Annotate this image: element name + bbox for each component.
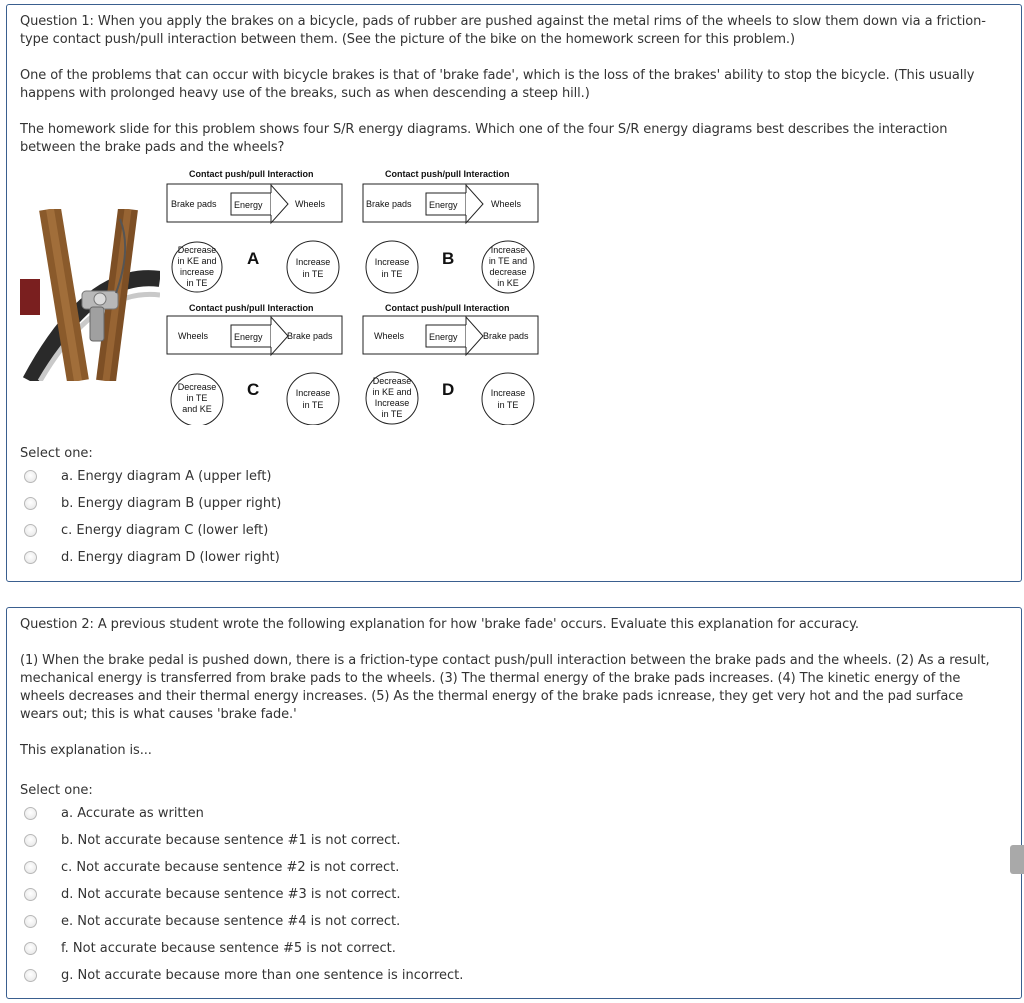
diagram-a-source-change-2: in KE and bbox=[177, 256, 217, 266]
diagram-a-receiver-change-1: Increase bbox=[295, 257, 331, 267]
question-1-option-d[interactable] bbox=[24, 548, 280, 566]
option-label: f. Not accurate because sentence #5 is not correct. bbox=[61, 940, 396, 956]
diagram-d-source: Wheels bbox=[374, 331, 405, 341]
diagram-c-header: Contact push/pull Interaction bbox=[189, 303, 314, 313]
diagram-a-source-change-3: increase bbox=[179, 267, 215, 277]
diagram-c bbox=[167, 303, 342, 425]
radio-button[interactable] bbox=[24, 834, 37, 847]
question-2-box bbox=[6, 607, 1022, 999]
question-2-option-d[interactable] bbox=[24, 885, 400, 903]
question-2-option-a[interactable] bbox=[24, 804, 204, 822]
diagram-d-source-change-1: Decrease bbox=[372, 376, 412, 386]
diagram-d-energy-label: Energy bbox=[429, 332, 458, 342]
diagram-a bbox=[167, 169, 342, 293]
option-label: d. Energy diagram D (lower right) bbox=[61, 549, 280, 565]
diagram-a-source: Brake pads bbox=[171, 199, 217, 209]
radio-button[interactable] bbox=[24, 524, 37, 537]
question-2-prompt: This explanation is... bbox=[20, 743, 152, 758]
question-1-option-c[interactable] bbox=[24, 521, 268, 539]
question-1-box bbox=[6, 4, 1022, 582]
question-2-option-e[interactable] bbox=[24, 912, 400, 930]
diagram-b-header: Contact push/pull Interaction bbox=[385, 169, 510, 179]
option-label: a. Energy diagram A (upper left) bbox=[61, 468, 272, 484]
diagram-a-receiver: Wheels bbox=[295, 199, 326, 209]
diagram-b-source-change-1: Increase bbox=[374, 257, 410, 267]
diagram-c-energy-label: Energy bbox=[234, 332, 263, 342]
diagram-b-receiver: Wheels bbox=[491, 199, 522, 209]
diagram-b-source: Brake pads bbox=[366, 199, 412, 209]
option-label: d. Not accurate because sentence #3 is not correct. bbox=[61, 886, 401, 902]
diagram-d-header: Contact push/pull Interaction bbox=[385, 303, 510, 313]
diagram-d-source-change-2: in KE and bbox=[372, 387, 412, 397]
option-label: b. Energy diagram B (upper right) bbox=[61, 495, 282, 511]
question-1-option-b[interactable] bbox=[24, 494, 281, 512]
radio-button[interactable] bbox=[24, 551, 37, 564]
question-1-select-label: Select one: bbox=[20, 446, 93, 461]
diagram-a-receiver-change-2: in TE bbox=[302, 269, 324, 279]
option-label: g. Not accurate because more than one sentence is incorrect. bbox=[61, 967, 464, 983]
question-1-intro: Question 1: When you apply the brakes on a bicycle, pads of rubber are pushed against the metal rims of the wheels to slow them down via a friction-type contact push/pull interaction between them. (See the picture of the bike on the homework screen for this problem.) bbox=[20, 14, 986, 47]
diagram-c-receiver-change-2: in TE bbox=[302, 400, 324, 410]
radio-button[interactable] bbox=[24, 807, 37, 820]
diagram-d-letter: D bbox=[442, 380, 455, 399]
diagram-b-receiver-change-2: in TE and bbox=[488, 256, 528, 266]
diagram-c-source: Wheels bbox=[178, 331, 209, 341]
diagram-b-receiver-change-3: decrease bbox=[489, 267, 527, 277]
diagram-b bbox=[363, 169, 538, 293]
question-1-option-a[interactable] bbox=[24, 467, 272, 485]
diagram-c-receiver-change-1: Increase bbox=[295, 388, 331, 398]
diagram-b-energy-label: Energy bbox=[429, 200, 458, 210]
option-label: b. Not accurate because sentence #1 is not correct. bbox=[61, 832, 401, 848]
diagram-a-source-change-4: in TE bbox=[186, 278, 208, 288]
option-label: e. Not accurate because sentence #4 is not correct. bbox=[61, 913, 401, 929]
question-1-prompt: The homework slide for this problem shows four S/R energy diagrams. Which one of the four S/R energy diagrams best describes the interaction between the brake pads and the wheels? bbox=[20, 122, 948, 155]
question-2-student-explanation: (1) When the brake pedal is pushed down, there is a friction-type contact push/pull interaction between the brake pads and the wheels. (2) As a result, mechanical energy is transferred from brake pads to the wheels. (3) The thermal energy of the brake pads increases. (4) The kinetic energy of the wheels decreases and their thermal energy increases. (5) As the thermal energy of the brake pads icnrease, they get very hot and the pad surface wears out; this is what causes 'brake fade.' bbox=[20, 653, 990, 722]
diagram-c-receiver: Brake pads bbox=[287, 331, 333, 341]
option-label: a. Accurate as written bbox=[61, 805, 204, 821]
question-2-intro: Question 2: A previous student wrote the following explanation for how 'brake fade' occurs. Evaluate this explanation for accuracy. bbox=[20, 617, 859, 632]
bicycle-brake-photo bbox=[20, 209, 160, 381]
diagram-d-receiver: Brake pads bbox=[483, 331, 529, 341]
question-2-select-label: Select one: bbox=[20, 783, 93, 798]
diagram-c-source-change-3: and KE bbox=[182, 404, 212, 414]
radio-button[interactable] bbox=[24, 942, 37, 955]
diagram-c-source-change-1: Decrease bbox=[177, 382, 217, 392]
radio-button[interactable] bbox=[24, 861, 37, 874]
sr-energy-diagrams bbox=[150, 165, 550, 425]
diagram-d-receiver-change-1: Increase bbox=[490, 388, 526, 398]
diagram-b-receiver-change-4: in KE bbox=[497, 278, 519, 288]
scrollbar-thumb[interactable] bbox=[1010, 845, 1024, 874]
question-2-option-c[interactable] bbox=[24, 858, 399, 876]
radio-button[interactable] bbox=[24, 888, 37, 901]
diagram-d-receiver-change-2: in TE bbox=[497, 400, 519, 410]
diagram-d-source-change-4: in TE bbox=[381, 409, 403, 419]
diagram-b-receiver-change-1: Increase bbox=[490, 245, 526, 255]
diagram-b-letter: B bbox=[442, 249, 455, 268]
radio-button[interactable] bbox=[24, 969, 37, 982]
diagram-c-letter: C bbox=[247, 380, 260, 399]
question-1-brake-fade-paragraph: One of the problems that can occur with bicycle brakes is that of 'brake fade', which is the loss of the brakes' ability to stop the bicycle. (This usually happens with prolonged heavy use of the breaks, such as when descending a steep hill.) bbox=[20, 68, 975, 101]
question-2-option-g[interactable] bbox=[24, 966, 463, 984]
option-label: c. Energy diagram C (lower left) bbox=[61, 522, 269, 538]
radio-button[interactable] bbox=[24, 497, 37, 510]
diagram-a-header: Contact push/pull Interaction bbox=[189, 169, 314, 179]
question-2-option-f[interactable] bbox=[24, 939, 396, 957]
option-label: c. Not accurate because sentence #2 is not correct. bbox=[61, 859, 400, 875]
diagram-c-source-change-2: in TE bbox=[186, 393, 208, 403]
radio-button[interactable] bbox=[24, 915, 37, 928]
diagram-d-source-change-3: Increase bbox=[374, 398, 410, 408]
diagram-a-letter: A bbox=[247, 249, 260, 268]
radio-button[interactable] bbox=[24, 470, 37, 483]
diagram-b-source-change-2: in TE bbox=[381, 269, 403, 279]
diagram-a-energy-label: Energy bbox=[234, 200, 263, 210]
diagram-a-source-change-1: Decrease bbox=[177, 245, 217, 255]
question-2-option-b[interactable] bbox=[24, 831, 400, 849]
diagram-d bbox=[363, 303, 538, 425]
